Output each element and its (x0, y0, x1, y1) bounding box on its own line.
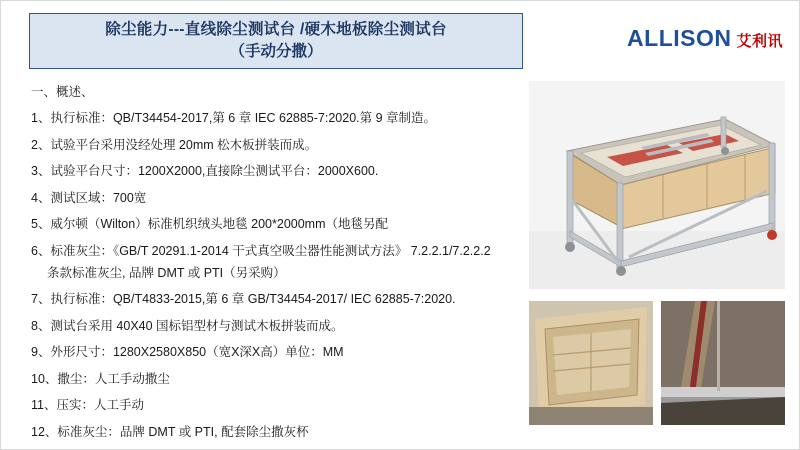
list-item: 11、压实：人工手动 (31, 398, 144, 412)
list-item: 2、试验平台采用没经处理 20mm 松木板拼装而成。 (31, 137, 318, 152)
page-title (29, 13, 523, 69)
test-rig-illustration (529, 81, 785, 289)
list-item: 8、测试台采用 40X40 国标铝型材与测试木板拼装而成。 (31, 318, 344, 333)
list-item: 10、撒尘：人工手动撒尘 (31, 371, 170, 386)
wooden-platform-illustration (529, 301, 653, 425)
section-heading: 一、概述、 (31, 85, 94, 99)
hardwood-floor-photo (661, 301, 785, 425)
page-title-line-1: 除尘能力---直线除尘测试台 /硬木地板除尘测试台 (105, 21, 447, 38)
list-item: 6、标准灰尘：《GB/T 20291.1-2014 干式真空吸尘器性能测试方法》 7.2.2.1/7.2.2.2 (31, 243, 491, 258)
list-item: 5、威尔顿（Wilton）标准机织绒头地毯 200*2000mm（地毯另配 (31, 217, 389, 231)
brand-logo (627, 25, 783, 52)
slide-header (1, 1, 800, 73)
list-item: 9、外形尺寸：1280X2580X850（宽X深X高）单位：MM (31, 345, 344, 359)
list-item: 3、试验平台尺寸：1200X2000,直接除尘测试平台：2000X600. (31, 164, 379, 178)
brand-logo-text: ALLISON (627, 25, 732, 51)
list-item: 12、标准灰尘：品牌 DMT 或 PTI, 配套除尘撒灰杯 (31, 424, 309, 439)
test-rig-photo (529, 81, 785, 289)
hardwood-floor-illustration (661, 301, 785, 425)
list-item-continuation: 条款标准灰尘, 品牌 DMT 或 PTI（另采购） (47, 265, 286, 280)
spec-list (31, 83, 526, 450)
list-item: 7、执行标准：QB/T4833-2015,第 6 章 GB/T34454-2017/ IEC 62885-7:2020. (31, 292, 456, 306)
page-title-line-2: （手动分撒） (229, 43, 323, 60)
list-item: 4、测试区域：700宽 (31, 190, 147, 205)
wooden-platform-photo (529, 301, 653, 425)
list-item: 1、执行标准：QB/T34454-2017,第 6 章 IEC 62885-7:2020.第 9 章制造。 (31, 111, 437, 125)
brand-logo-chinese: 艾利讯 (736, 33, 783, 50)
